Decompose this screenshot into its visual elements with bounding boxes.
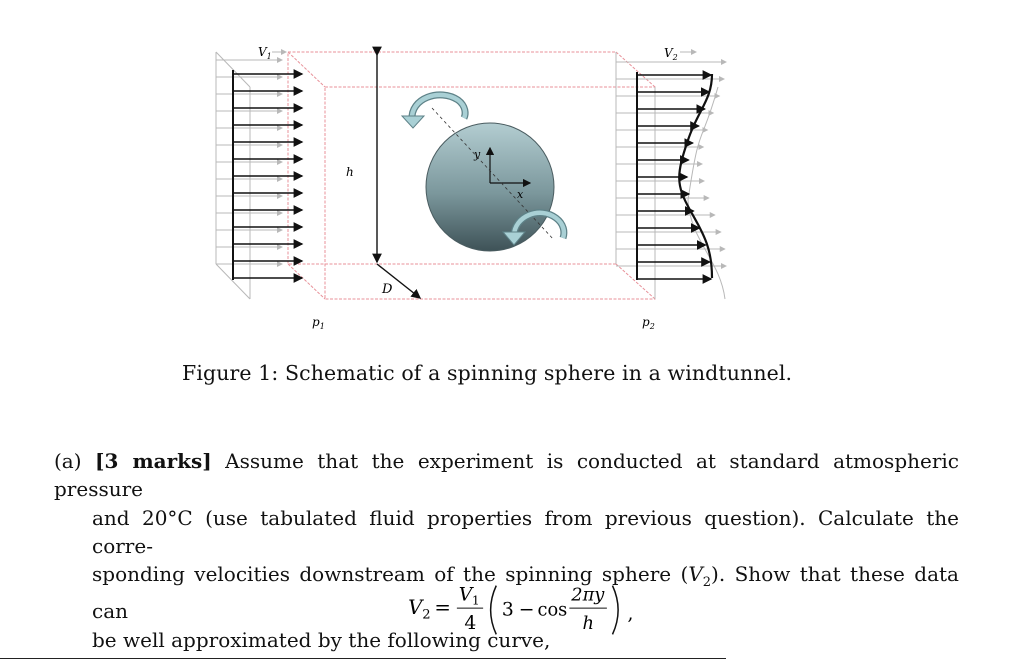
velocity-equation — [400, 580, 660, 640]
eq-lhs-sub: 2 — [422, 607, 431, 623]
upstream-velocity-profile — [233, 70, 302, 280]
bottom-rule — [0, 658, 726, 659]
sphere — [426, 123, 554, 251]
eq-three: 3 — [501, 599, 514, 621]
v1-label: $V_1$ — [258, 45, 272, 61]
eq-inner-den: h — [582, 612, 594, 634]
eq-cos: cos — [537, 599, 568, 621]
eq-lhs: V — [408, 595, 423, 619]
p1-label: $p_1$ — [312, 315, 325, 331]
spin-arrow-top — [402, 95, 465, 128]
question-label: (a) — [54, 449, 82, 473]
eq-frac-num: V — [458, 584, 473, 606]
question-text-3a: sponding velocities downstream of the spinning sphere ( — [92, 562, 689, 587]
question-line-1 — [54, 447, 959, 504]
height-label: h — [346, 165, 354, 179]
eq-frac-num-sub: 1 — [471, 593, 480, 608]
p2-label: $p_2$ — [642, 315, 655, 331]
eq-left-paren — [491, 586, 497, 635]
question-marks: [3 marks] — [95, 449, 212, 473]
eq-comma: , — [627, 603, 634, 625]
question-line-4: be well approximated by the following curve, — [92, 627, 551, 652]
v2-label: $V_2$ — [664, 46, 678, 62]
question-text-3b: ). Show that these data can — [92, 562, 959, 624]
x-axis-label: x — [517, 188, 524, 201]
question-line-2: and 20°C (use tabulated fluid properties from previous question). Calculate the corre- — [92, 505, 959, 558]
question-v2-symbol: V — [688, 562, 703, 587]
question-text-1: Assume that the experiment is conducted at standard atmospheric pressure — [54, 449, 959, 502]
eq-inner-num: 2πy — [571, 584, 605, 606]
eq-right-paren — [613, 586, 619, 635]
eq-frac-den: 4 — [464, 612, 477, 634]
depth-label: D — [382, 282, 393, 297]
question-v2-subscript: 2 — [702, 575, 712, 591]
figure-caption: Figure 1: Schematic of a spinning sphere in a windtunnel. — [182, 361, 793, 385]
y-axis-label: y — [474, 148, 481, 161]
eq-equals: = — [434, 595, 451, 619]
eq-minus: − — [518, 599, 535, 621]
